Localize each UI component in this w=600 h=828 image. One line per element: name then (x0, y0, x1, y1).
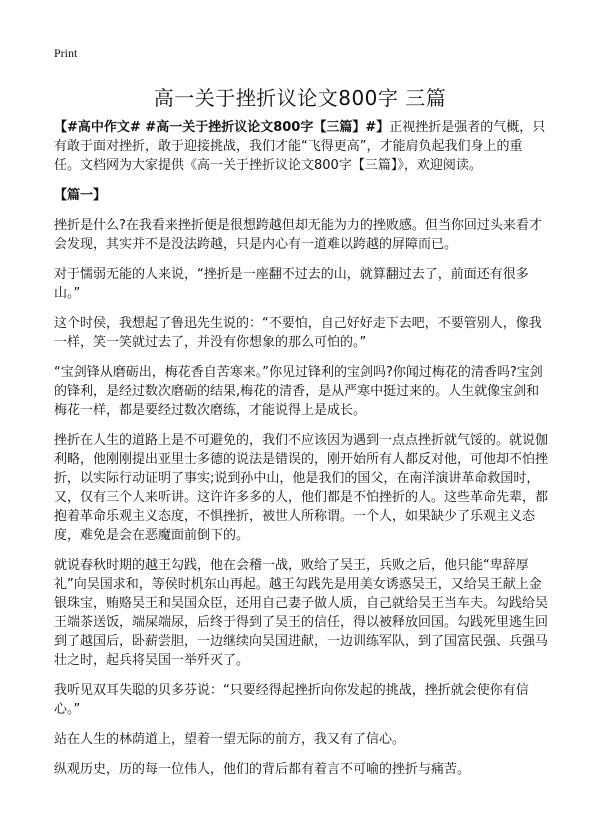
intro-tag: 【#高中作文# #高一关于挫折议论文800字【三篇】#】 (54, 120, 390, 135)
section-heading: 【篇一】 (54, 188, 107, 203)
paragraph: 站在人生的林荫道上，望着一望无际的前方，我又有了信心。 (54, 732, 406, 747)
paragraph: 挫折在人生的道路上是不可避免的，我们不应该因为遇到一点点挫折就气馁的。就说伽利略，他刚刚提出亚里士多德的说法是错误的，刚开始所有人都反对他，可他却不怕挫折，以实际行动证明了事实;说到孙中山，他是我们的国父，在南洋演讲革命救国时，又，仅有三个人来听讲。这许许多多的人，他们都是不怕挫折的人。这些革命先辈，都抱着革命乐观主义态度，不惧挫折，被世人所称谓。一个人，如果缺少了乐观主义态度，难免是会在恶魔面前倒下的。 (54, 433, 549, 543)
page-title: 高一关于挫折议论文800字 三篇 (153, 86, 447, 110)
paragraph: 对于懦弱无能的人来说，“挫折是一座翻不过去的山，就算翻过去了，前面还有很多山。” (54, 267, 529, 301)
intro-text: 正视挫折是强者的气概，只有敢于面对挫折，敢于迎接挑战，我们才能“飞得更高”，才能肩负起我们身上的重任。文档网为大家提供《高一关于挫折议论文800字【三篇】》，欢迎阅读。 (54, 120, 546, 173)
paragraph: 就说春秋时期的越王勾践，他在会稽一战，败给了吴王，兵败之后，他只能“卑辞厚礼”向吴国求和，等侯时机东山再起。越王勾践先是用美女诱惑吴王，又给吴王献上金银珠宝，贿赂吴王和吴国众臣，还用自己妻子做人质，自己就给吴王当车夫。勾践给吴王端茶送饭，端屎端尿，后终于得到了吴王的信任，得以被释放回国。勾践死里逃生回到了越国后，卧薪尝胆，一边继续向吴国进献，一边训练军队，到了国富民强、兵强马壮之时，起兵将吴国一举歼灭了。 (54, 558, 549, 668)
paragraph: 纵观历史，历的每一位伟人，他们的背后都有着言不可喻的挫折与痛苦。 (54, 762, 471, 777)
paragraph: 挫折是什么?在我看来挫折便是很想跨越但却无能为力的挫败感。但当你回过头来看才会发现，其实并不是没法跨越，只是内心有一道难以跨越的屏障而已。 (54, 218, 542, 252)
paragraph: “宝剑锋从磨砺出，梅花香自苦寒来。”你见过锋利的宝剑吗?你闻过梅花的清香吗?宝剑的锋利，是经过数次磨砺的结果,梅花的清香，是从严寒中挺过来的。人生就像宝剑和梅花一样，都是要经过数次磨练，才能说得上是成长。 (54, 365, 543, 418)
paragraph: 我听见双耳失聪的贝多芬说：“只要经得起挫折向你发起的挑战，挫折就会使你有信心。” (54, 683, 529, 717)
paragraph: 这个时侯，我想起了鲁迅先生说的：“不要怕，自己好好走下去吧，不要管别人，像我一样，笑一笑就过去了，并没有你想象的那么可怕的。” (54, 316, 542, 350)
article-body (54, 118, 548, 790)
intro-paragraph (54, 118, 548, 175)
print-label: Print (54, 46, 78, 60)
